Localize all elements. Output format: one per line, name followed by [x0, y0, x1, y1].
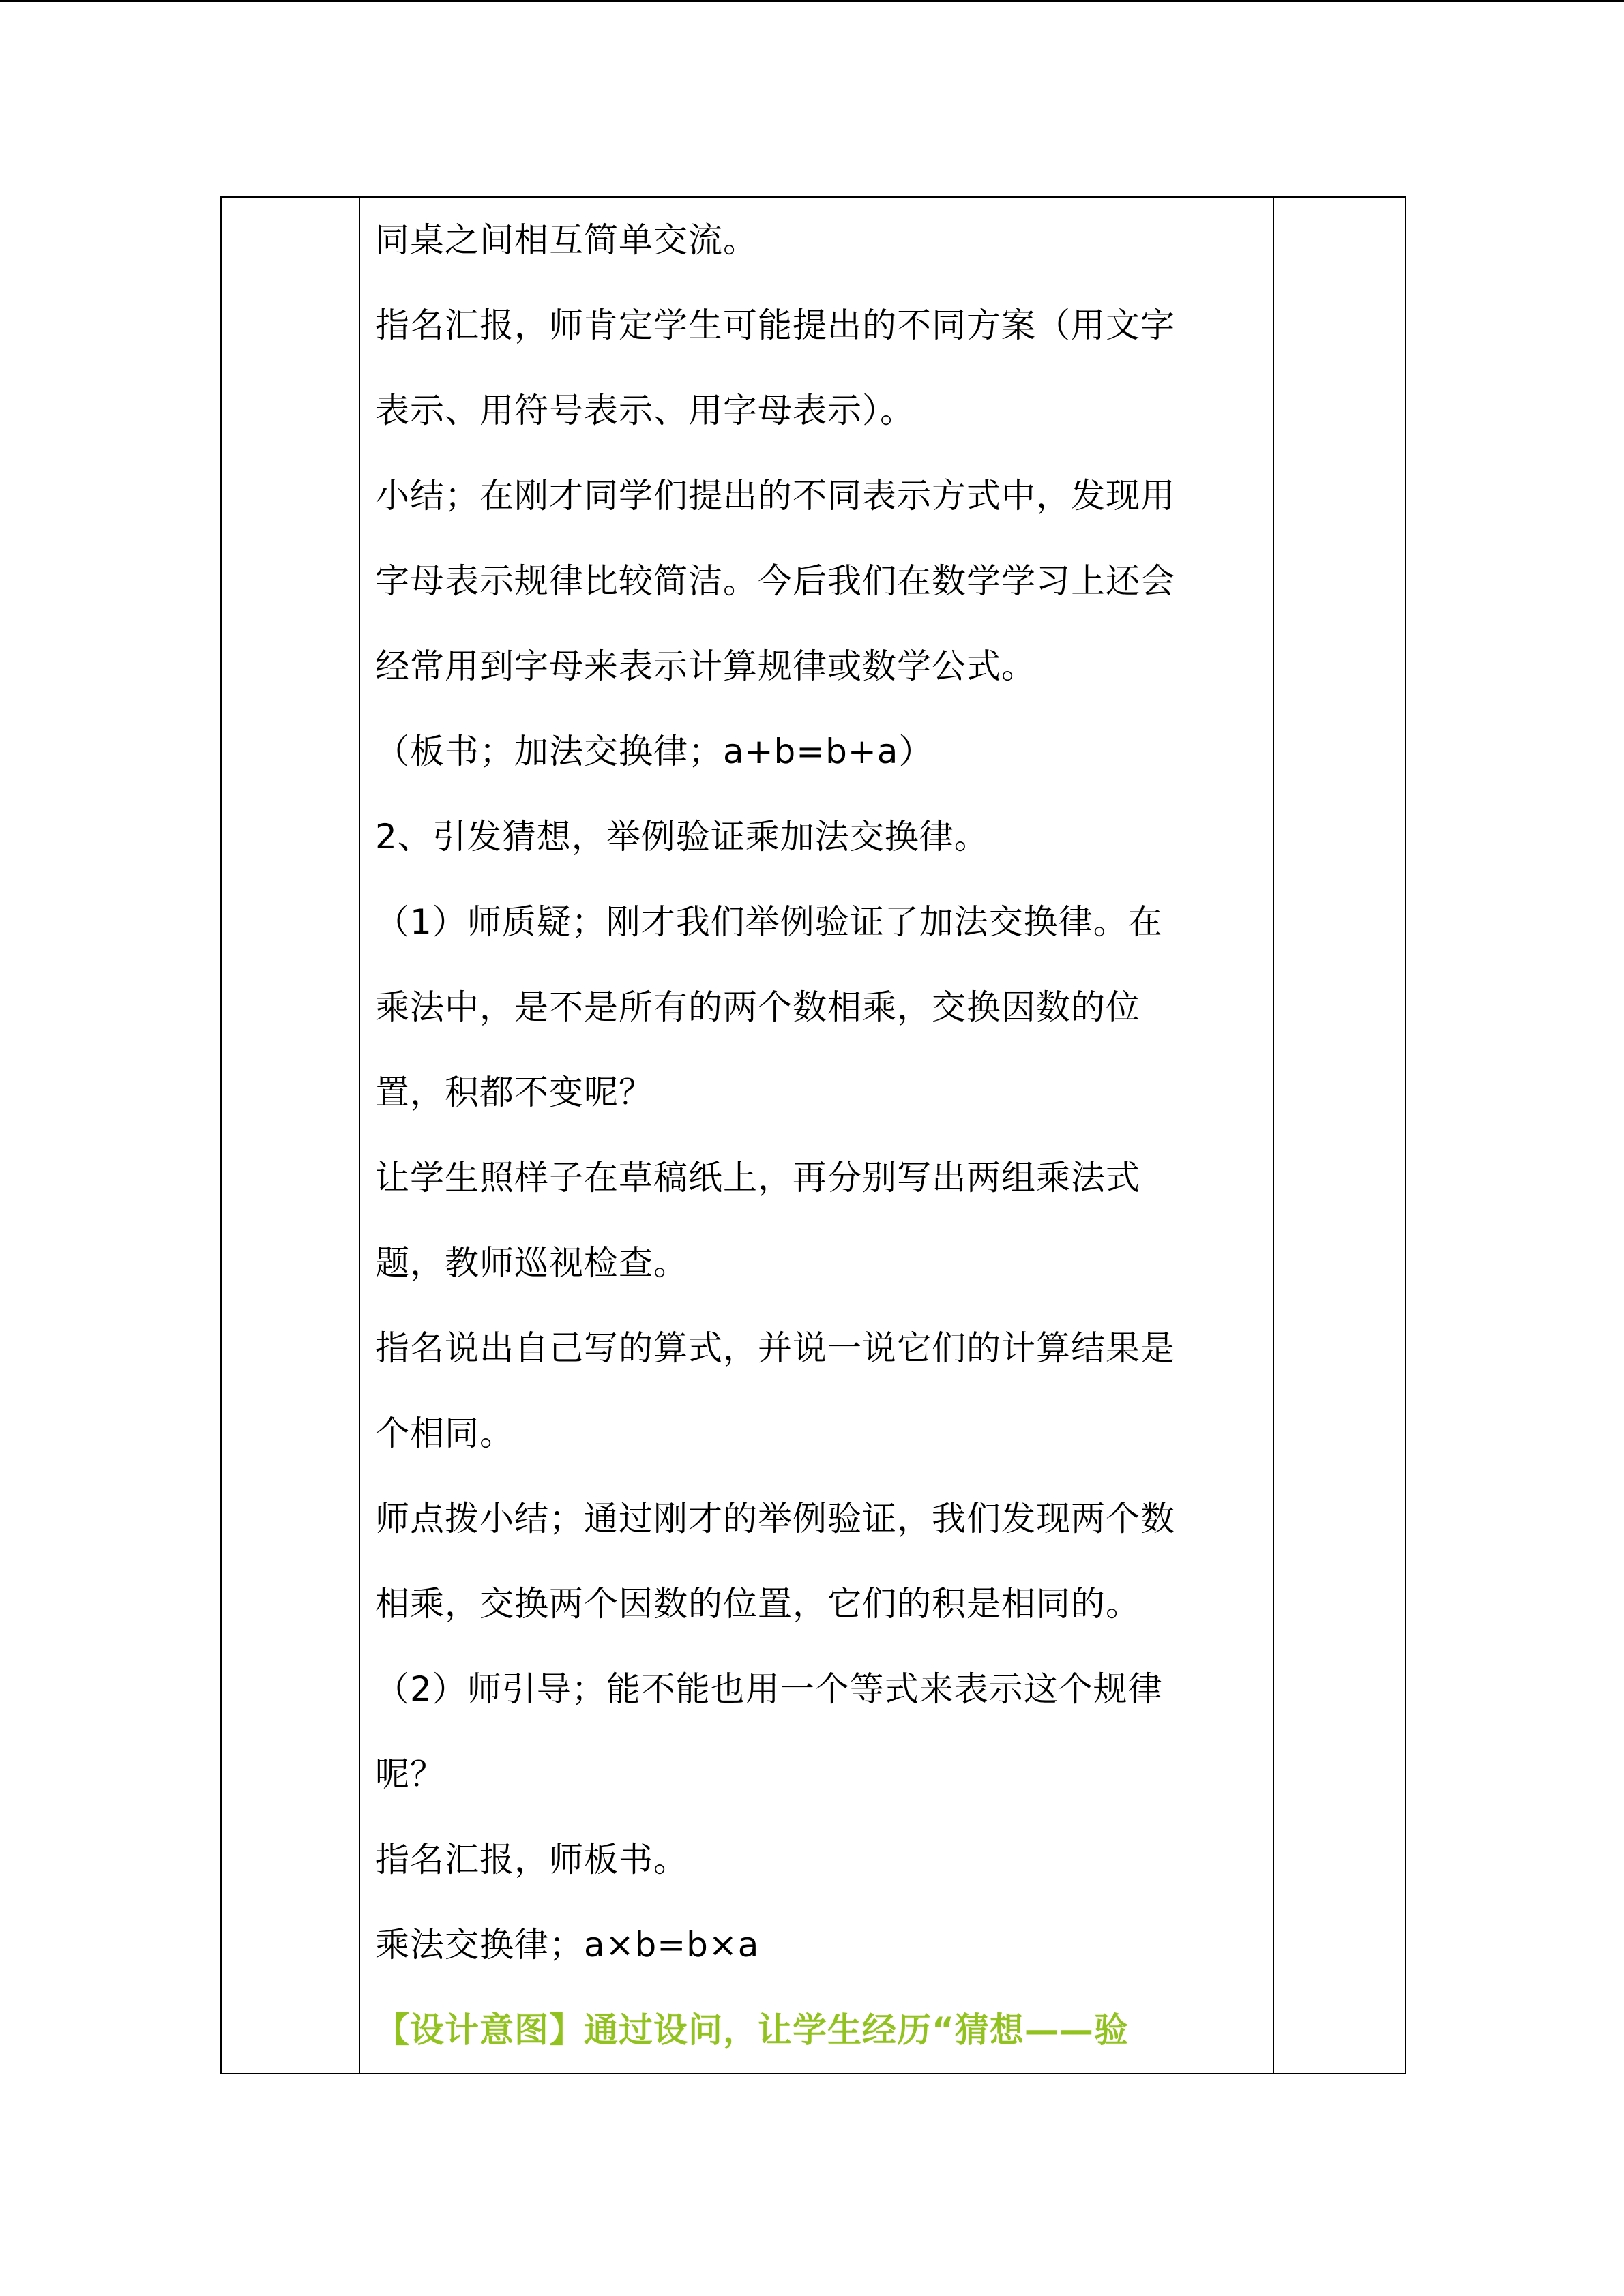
text-line: 题，教师巡视检查。: [375, 1243, 688, 1283]
text-line: 小结；在刚才同学们提出的不同表示方式中，发现用: [375, 476, 1175, 516]
content-cell: [359, 197, 1273, 2074]
text-line: 个相同。: [375, 1414, 514, 1453]
text-line: 相乘，交换两个因数的位置，它们的积是相同的。: [375, 1584, 1140, 1624]
right-cell: [1273, 197, 1406, 2074]
text-line: 乘法中，是不是所有的两个数相乘，交换因数的位: [375, 987, 1140, 1027]
text-line: 让学生照样子在草稿纸上，再分别写出两组乘法式: [375, 1158, 1140, 1197]
text-line: 表示、用符号表示、用字母表示）。: [375, 391, 915, 430]
content-text: [360, 198, 1273, 2073]
text-line: （2）师引导；能不能也用一个等式来表示这个规律: [375, 1669, 1163, 1709]
left-cell: [221, 197, 359, 2074]
lesson-plan-table: [220, 196, 1406, 2074]
text-line: 指名汇报，师肯定学生可能提出的不同方案（用文字: [375, 305, 1175, 345]
text-line: （1）师质疑；刚才我们举例验证了加法交换律。在: [375, 902, 1163, 942]
design-intent-line: 【设计意图】通过设问，让学生经历“猜想——验: [375, 2010, 1129, 2050]
text-line: （板书；加法交换律；a+b=b+a）: [375, 732, 934, 771]
text-line: 指名汇报，师板书。: [375, 1840, 688, 1879]
text-line: 同桌之间相互简单交流。: [375, 220, 758, 260]
text-line: 乘法交换律；a×b=b×a: [375, 1925, 760, 1965]
text-line: 经常用到字母来表示计算规律或数学公式。: [375, 646, 1036, 686]
text-line: 师点拨小结；通过刚才的举例验证，我们发现两个数: [375, 1499, 1175, 1538]
page-top-border: [0, 0, 1624, 2]
text-line: 呢？: [375, 1755, 445, 1794]
text-line: 2、引发猜想，举例验证乘加法交换律。: [375, 817, 989, 856]
text-line: 字母表示规律比较简洁。今后我们在数学学习上还会: [375, 561, 1175, 601]
text-line: 置，积都不变呢？: [375, 1073, 653, 1112]
text-line: 指名说出自己写的算式，并说一说它们的计算结果是: [375, 1328, 1175, 1368]
table-row: [221, 197, 1406, 2074]
